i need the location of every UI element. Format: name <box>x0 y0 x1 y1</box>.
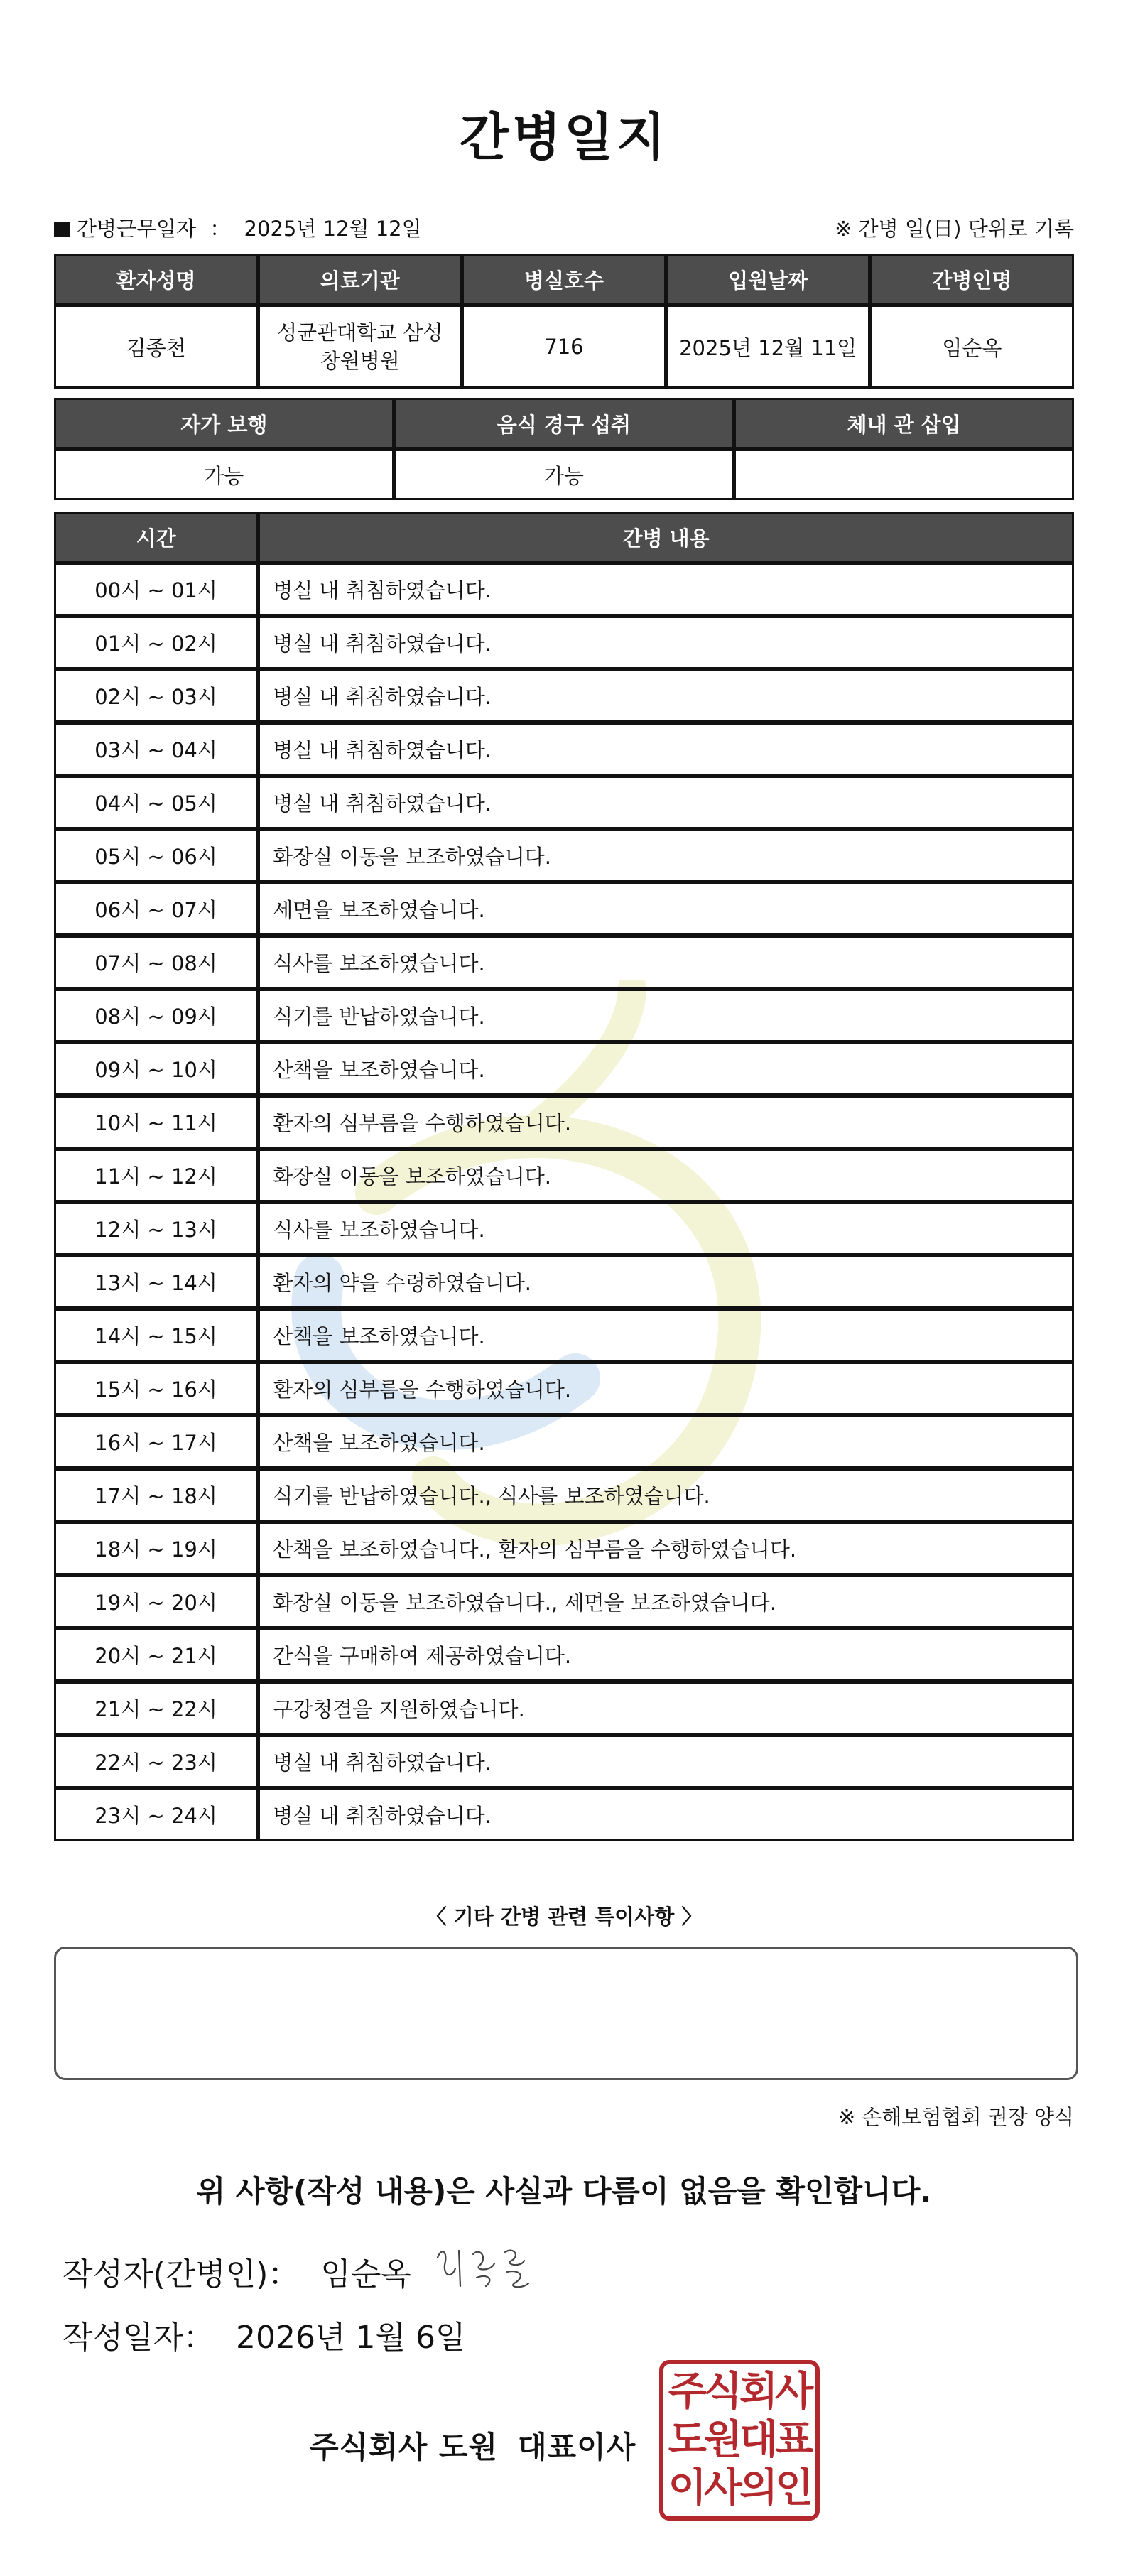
table-row <box>54 1682 1074 1735</box>
company-name: 주식회사 도원 <box>310 2430 499 2464</box>
status-header-row <box>54 398 1074 449</box>
log-time: 12시 ~ 13시 <box>54 1202 258 1255</box>
log-content: 식기를 반납하였습니다., 식사를 보조하였습니다. <box>258 1468 1074 1522</box>
log-content: 환자의 심부름을 수행하였습니다. <box>258 1095 1074 1149</box>
log-time: 13시 ~ 14시 <box>54 1255 258 1309</box>
table-row <box>54 1309 1074 1362</box>
seal-line: 도원대표 <box>668 2417 811 2463</box>
patient-status-table <box>54 398 1074 500</box>
patient-name: 김종천 <box>54 305 258 389</box>
log-content: 병실 내 취침하였습니다. <box>258 1788 1074 1841</box>
patient-header-row <box>54 254 1074 305</box>
log-content: 병실 내 취침하였습니다. <box>258 563 1074 616</box>
log-time: 17시 ~ 18시 <box>54 1468 258 1522</box>
log-time: 16시 ~ 17시 <box>54 1415 258 1468</box>
header-care-content: 간병 내용 <box>258 512 1074 563</box>
table-row <box>54 776 1074 829</box>
table-row <box>54 882 1074 936</box>
log-time: 14시 ~ 15시 <box>54 1309 258 1362</box>
header-room-number: 병실호수 <box>462 254 666 305</box>
table-row <box>54 723 1074 776</box>
header-self-walking: 자가 보행 <box>54 398 394 449</box>
table-row <box>54 1415 1074 1468</box>
square-bullet-icon <box>54 222 70 237</box>
log-content: 산책을 보조하였습니다. <box>258 1042 1074 1095</box>
written-date-value: 2026년 1월 6일 <box>236 2320 466 2356</box>
header-hospital: 의료기관 <box>258 254 462 305</box>
company-title: 대표이사 <box>518 2430 636 2464</box>
log-content: 산책을 보조하였습니다. <box>258 1415 1074 1468</box>
room-number: 716 <box>462 305 666 389</box>
log-content: 병실 내 취침하였습니다. <box>258 723 1074 776</box>
header-caregiver-name: 간병인명 <box>870 254 1074 305</box>
table-row <box>54 1202 1074 1255</box>
log-time: 07시 ~ 08시 <box>54 936 258 989</box>
unit-note: ※ 간병 일(日) 단위로 기록 <box>835 217 1074 241</box>
page-title: 간병일지 <box>459 107 669 167</box>
log-time: 06시 ~ 07시 <box>54 882 258 936</box>
work-date-separator: ： <box>210 217 231 241</box>
header-patient-name: 환자성명 <box>54 254 258 305</box>
table-row <box>54 1522 1074 1575</box>
log-content: 식사를 보조하였습니다. <box>258 1202 1074 1255</box>
header-tube-insertion: 체내 관 삽입 <box>734 398 1074 449</box>
log-content: 세면을 보조하였습니다. <box>258 882 1074 936</box>
table-row <box>54 829 1074 882</box>
work-date-value: 2025년 12월 12일 <box>244 217 422 241</box>
table-row <box>54 1255 1074 1309</box>
meta-row <box>54 213 1074 242</box>
table-row <box>54 989 1074 1042</box>
notes-box[interactable] <box>54 1947 1078 2080</box>
writer-name: 임순옥 <box>320 2256 411 2293</box>
log-time: 00시 ~ 01시 <box>54 563 258 616</box>
log-time: 15시 ~ 16시 <box>54 1362 258 1415</box>
log-content: 환자의 심부름을 수행하였습니다. <box>258 1362 1074 1415</box>
table-row <box>54 1575 1074 1628</box>
table-row <box>54 1042 1074 1095</box>
log-time: 23시 ~ 24시 <box>54 1788 258 1841</box>
table-row <box>54 669 1074 723</box>
log-time: 11시 ~ 12시 <box>54 1149 258 1202</box>
patient-value-row <box>54 305 1074 389</box>
log-time: 18시 ~ 19시 <box>54 1522 258 1575</box>
company-signature <box>310 2424 636 2467</box>
signature-icon <box>430 2236 537 2300</box>
table-row <box>54 1149 1074 1202</box>
table-row <box>54 1362 1074 1415</box>
seal-line: 이사의인 <box>668 2465 811 2511</box>
written-date-label: 작성일자： <box>63 2320 215 2356</box>
table-row <box>54 936 1074 989</box>
log-time: 21시 ~ 22시 <box>54 1682 258 1735</box>
log-time: 05시 ~ 06시 <box>54 829 258 882</box>
log-content: 식기를 반납하였습니다. <box>258 989 1074 1042</box>
work-date-label: 간병근무일자 <box>77 217 197 241</box>
log-content: 병실 내 취침하였습니다. <box>258 616 1074 669</box>
log-time: 10시 ~ 11시 <box>54 1095 258 1149</box>
log-content: 화장실 이동을 보조하였습니다., 세면을 보조하였습니다. <box>258 1575 1074 1628</box>
header-time: 시간 <box>54 512 258 563</box>
log-time: 03시 ~ 04시 <box>54 723 258 776</box>
table-row <box>54 1788 1074 1841</box>
table-row <box>54 1735 1074 1788</box>
self-walking-value: 가능 <box>54 449 394 500</box>
log-content: 환자의 약을 수령하였습니다. <box>258 1255 1074 1309</box>
notes-title: 〈 기타 간병 관련 특이사항 〉 <box>425 1905 703 1929</box>
writer-row <box>63 2248 411 2294</box>
log-content: 병실 내 취침하였습니다. <box>258 669 1074 723</box>
admission-date: 2025년 12월 11일 <box>666 305 870 389</box>
writer-label: 작성자(간병인)： <box>63 2256 300 2293</box>
log-time: 02시 ~ 03시 <box>54 669 258 723</box>
log-time: 04시 ~ 05시 <box>54 776 258 829</box>
form-note: ※ 손해보험협회 권장 양식 <box>837 2105 1074 2129</box>
log-time: 01시 ~ 02시 <box>54 616 258 669</box>
tube-insertion-value <box>734 449 1074 500</box>
log-content: 화장실 이동을 보조하였습니다. <box>258 829 1074 882</box>
log-content: 구강청결을 지원하였습니다. <box>258 1682 1074 1735</box>
status-value-row <box>54 449 1074 500</box>
log-time: 08시 ~ 09시 <box>54 989 258 1042</box>
table-row <box>54 1628 1074 1682</box>
log-time: 20시 ~ 21시 <box>54 1628 258 1682</box>
hospital-name: 성균관대학교 삼성 창원병원 <box>258 305 462 389</box>
care-log-table <box>54 512 1074 1841</box>
log-content: 산책을 보조하였습니다. <box>258 1309 1074 1362</box>
patient-info-table <box>54 254 1074 389</box>
table-row <box>54 563 1074 616</box>
log-time: 22시 ~ 23시 <box>54 1735 258 1788</box>
table-row <box>54 616 1074 669</box>
seal-line: 주식회사 <box>668 2369 811 2415</box>
header-admission-date: 입원날짜 <box>666 254 870 305</box>
table-row <box>54 1468 1074 1522</box>
confirmation-statement: 위 사항(작성 내용)은 사실과 다름이 없음을 확인합니다. <box>196 2174 932 2209</box>
oral-intake-value: 가능 <box>394 449 734 500</box>
header-oral-intake: 음식 경구 섭취 <box>394 398 734 449</box>
log-content: 간식을 구매하여 제공하였습니다. <box>258 1628 1074 1682</box>
log-content: 화장실 이동을 보조하였습니다. <box>258 1149 1074 1202</box>
log-content: 병실 내 취침하였습니다. <box>258 1735 1074 1788</box>
log-time: 19시 ~ 20시 <box>54 1575 258 1628</box>
company-seal-icon <box>659 2360 820 2521</box>
log-content: 식사를 보조하였습니다. <box>258 936 1074 989</box>
log-content: 병실 내 취침하였습니다. <box>258 776 1074 829</box>
work-date <box>54 213 422 242</box>
log-time: 09시 ~ 10시 <box>54 1042 258 1095</box>
table-row <box>54 1095 1074 1149</box>
log-header-row <box>54 512 1074 563</box>
caregiver-name: 임순옥 <box>870 305 1074 389</box>
log-content: 산책을 보조하였습니다., 환자의 심부름을 수행하였습니다. <box>258 1522 1074 1575</box>
log-body <box>54 563 1074 1841</box>
written-date-row <box>63 2312 465 2357</box>
